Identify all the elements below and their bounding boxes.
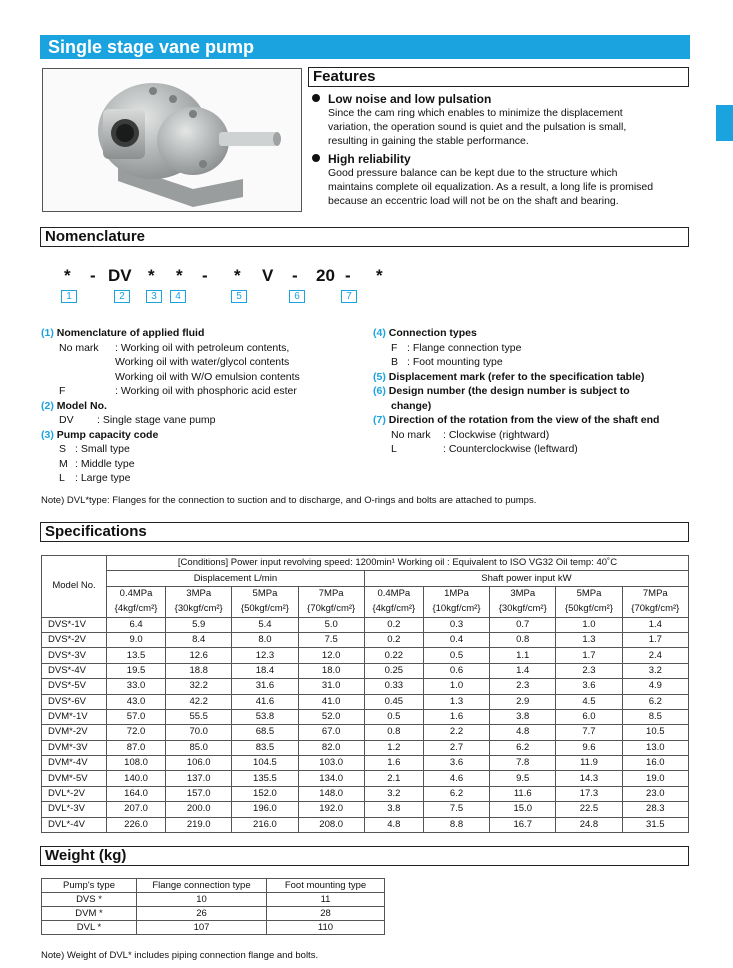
value-cell: 216.0 (232, 817, 298, 832)
pressure-header: 3MPa (490, 586, 556, 601)
value-cell: 31.6 (232, 679, 298, 694)
bullet-icon (312, 154, 320, 162)
model-cell: DVL*-4V (42, 817, 107, 832)
value-cell: 104.5 (232, 756, 298, 771)
nomenclature-box-6: 6 (289, 290, 305, 303)
value-cell: 4.6 (423, 771, 489, 786)
nomenclature-code-0: * (64, 266, 71, 285)
value-cell: 42.2 (166, 694, 232, 709)
value-cell: 137.0 (166, 771, 232, 786)
value-cell: 4.8 (490, 725, 556, 740)
value-cell: 157.0 (166, 786, 232, 801)
value-cell: 83.5 (232, 740, 298, 755)
value-cell: 9.6 (556, 740, 622, 755)
value-cell: 6.4 (107, 617, 166, 632)
model-cell: DVS*-3V (42, 648, 107, 663)
value-cell: 0.8 (490, 632, 556, 647)
value-cell: 41.0 (298, 694, 364, 709)
value-cell: 53.8 (232, 709, 298, 724)
model-cell: DVL*-3V (42, 802, 107, 817)
value-cell: 67.0 (298, 725, 364, 740)
value-cell: 2.7 (423, 740, 489, 755)
spec-row (42, 694, 689, 709)
value-cell: 207.0 (107, 802, 166, 817)
value-cell: 5.4 (232, 617, 298, 632)
value-cell: 0.33 (364, 679, 423, 694)
nomenclature-code-5: - (202, 266, 208, 285)
pressure-unit-header: {4kgf/cm²} (364, 602, 423, 617)
value-cell: 1.2 (364, 740, 423, 755)
value-cell: 7.5 (298, 632, 364, 647)
value-cell: 135.5 (232, 771, 298, 786)
value-cell: 82.0 (298, 740, 364, 755)
value-cell: 2.2 (423, 725, 489, 740)
weight-row (42, 893, 385, 907)
value-cell: 9.0 (107, 632, 166, 647)
value-cell: 14.3 (556, 771, 622, 786)
pump-type-cell: DVS * (42, 893, 137, 907)
value-cell: 12.3 (232, 648, 298, 663)
feature-item (312, 152, 692, 208)
nomenclature-code-2: DV (108, 266, 132, 285)
spec-row (42, 740, 689, 755)
value-cell: 2.3 (490, 679, 556, 694)
value-cell: 0.7 (490, 617, 556, 632)
value-cell: 55.5 (166, 709, 232, 724)
value-cell: 85.0 (166, 740, 232, 755)
spec-row (42, 632, 689, 647)
weight-row (42, 907, 385, 921)
value-cell: 1.0 (423, 679, 489, 694)
pressure-unit-header: {50kgf/cm²} (556, 602, 622, 617)
value-cell: 15.0 (490, 802, 556, 817)
value-cell: 23.0 (622, 786, 688, 801)
vane-pump-illustration (43, 69, 301, 211)
value-cell: 148.0 (298, 786, 364, 801)
nomenclature-box-3: 3 (146, 290, 162, 303)
weight-cell: 28 (267, 907, 385, 921)
pressure-header: 0.4MPa (364, 586, 423, 601)
value-cell: 17.3 (556, 786, 622, 801)
value-cell: 16.0 (622, 756, 688, 771)
value-cell: 13.5 (107, 648, 166, 663)
value-cell: 31.5 (622, 817, 688, 832)
value-cell: 4.8 (364, 817, 423, 832)
spec-row (42, 663, 689, 678)
specifications-table (41, 555, 689, 833)
value-cell: 2.3 (556, 663, 622, 678)
model-cell: DVS*-1V (42, 617, 107, 632)
feature-title: Low noise and low pulsation (328, 92, 492, 106)
nomenclature-code-6: * (234, 266, 241, 285)
spec-row (42, 709, 689, 724)
value-cell: 8.4 (166, 632, 232, 647)
nomenclature-code-10: - (345, 266, 351, 285)
model-cell: DVM*-5V (42, 771, 107, 786)
value-cell: 3.2 (364, 786, 423, 801)
weight-heading: Weight (kg) (40, 846, 689, 866)
value-cell: 3.8 (490, 709, 556, 724)
value-cell: 0.6 (423, 663, 489, 678)
model-cell: DVM*-4V (42, 756, 107, 771)
pressure-header: 7MPa (622, 586, 688, 601)
pressure-unit-header: {10kgf/cm²} (423, 602, 489, 617)
model-header: Model No. (42, 556, 107, 618)
nomenclature-code-7: V (262, 266, 274, 285)
nomenclature-code-1: - (90, 266, 96, 285)
value-cell: 8.8 (423, 817, 489, 832)
value-cell: 1.6 (364, 756, 423, 771)
pump-type-cell: DVM * (42, 907, 137, 921)
displacement-header: Displacement L/min (107, 571, 365, 586)
nomenclature-note: Note) DVL*type: Flanges for the connection to suction and to discharge, and O-rings and bolts are attached to pumps. (41, 495, 537, 506)
value-cell: 52.0 (298, 709, 364, 724)
nomenclature-code-3: * (148, 266, 155, 285)
value-cell: 1.4 (490, 663, 556, 678)
value-cell: 7.7 (556, 725, 622, 740)
value-cell: 1.4 (622, 617, 688, 632)
value-cell: 8.0 (232, 632, 298, 647)
value-cell: 0.8 (364, 725, 423, 740)
value-cell: 5.0 (298, 617, 364, 632)
value-cell: 0.5 (364, 709, 423, 724)
value-cell: 18.4 (232, 663, 298, 678)
weight-col-header: Foot mounting type (267, 879, 385, 893)
spec-row (42, 648, 689, 663)
model-cell: DVS*-2V (42, 632, 107, 647)
value-cell: 6.2 (423, 786, 489, 801)
value-cell: 106.0 (166, 756, 232, 771)
nomenclature-left-list: (1) Nomenclature of applied fluid No mark : Working oil with petroleum contents, Working oil with water/glycol contents Working oil with W/O emulsion contents F : Working oil with phosphoric acid ester (2) Model No. DV : Single stage vane pump (3) Pump capacity code S : Small type M : Middle type L : Large type (41, 327, 300, 484)
spec-row (42, 725, 689, 740)
value-cell: 19.0 (622, 771, 688, 786)
pressure-header: 7MPa (298, 586, 364, 601)
pressure-header: 0.4MPa (107, 586, 166, 601)
value-cell: 0.2 (364, 632, 423, 647)
value-cell: 33.0 (107, 679, 166, 694)
weight-cell: 10 (137, 893, 267, 907)
pressure-unit-header: {50kgf/cm²} (232, 602, 298, 617)
value-cell: 4.9 (622, 679, 688, 694)
spec-row (42, 617, 689, 632)
nomenclature-heading: Nomenclature (40, 227, 689, 247)
value-cell: 0.2 (364, 617, 423, 632)
features-list (312, 92, 692, 208)
value-cell: 164.0 (107, 786, 166, 801)
value-cell: 3.8 (364, 802, 423, 817)
power-header: Shaft power input kW (364, 571, 688, 586)
value-cell: 0.3 (423, 617, 489, 632)
value-cell: 7.8 (490, 756, 556, 771)
spec-row (42, 756, 689, 771)
value-cell: 152.0 (232, 786, 298, 801)
value-cell: 87.0 (107, 740, 166, 755)
value-cell: 3.2 (622, 663, 688, 678)
value-cell: 2.4 (622, 648, 688, 663)
value-cell: 43.0 (107, 694, 166, 709)
value-cell: 7.5 (423, 802, 489, 817)
value-cell: 0.4 (423, 632, 489, 647)
value-cell: 0.5 (423, 648, 489, 663)
conditions-row: [Conditions] Power input revolving speed: 1200min¹ Working oil : Equivalent to ISO VG32 Oil temp: 40˚C (107, 556, 689, 571)
spec-row (42, 771, 689, 786)
features-heading: Features (308, 67, 689, 87)
model-cell: DVS*-4V (42, 663, 107, 678)
value-cell: 70.0 (166, 725, 232, 740)
value-cell: 108.0 (107, 756, 166, 771)
value-cell: 1.7 (556, 648, 622, 663)
specifications-heading: Specifications (40, 522, 689, 542)
value-cell: 18.0 (298, 663, 364, 678)
value-cell: 1.6 (423, 709, 489, 724)
pressure-unit-header: {70kgf/cm²} (298, 602, 364, 617)
weight-cell: 110 (267, 921, 385, 935)
model-cell: DVM*-2V (42, 725, 107, 740)
value-cell: 19.5 (107, 663, 166, 678)
value-cell: 200.0 (166, 802, 232, 817)
spec-row (42, 802, 689, 817)
value-cell: 11.6 (490, 786, 556, 801)
value-cell: 0.22 (364, 648, 423, 663)
model-cell: DVL*-2V (42, 786, 107, 801)
value-cell: 134.0 (298, 771, 364, 786)
value-cell: 28.3 (622, 802, 688, 817)
nomenclature-box-7: 7 (341, 290, 357, 303)
nomenclature-right-list: (4) Connection types F : Flange connection type B : Foot mounting type (5) Displacement mark (refer to the specification table) (6) Design number (the design number is subject to change) (7) Direction of the rotation from the view of the shaft end No mark : Clockwise (rightward) L : Counterclockwise (leftward) (373, 327, 660, 455)
pressure-unit-header: {70kgf/cm²} (622, 602, 688, 617)
value-cell: 2.9 (490, 694, 556, 709)
nomenclature-box-1: 1 (61, 290, 77, 303)
value-cell: 1.0 (556, 617, 622, 632)
value-cell: 219.0 (166, 817, 232, 832)
value-cell: 12.6 (166, 648, 232, 663)
spec-row (42, 786, 689, 801)
pressure-unit-header: {30kgf/cm²} (490, 602, 556, 617)
model-cell: DVS*-5V (42, 679, 107, 694)
weight-cell: 107 (137, 921, 267, 935)
weight-col-header: Flange connection type (137, 879, 267, 893)
value-cell: 226.0 (107, 817, 166, 832)
value-cell: 11.9 (556, 756, 622, 771)
value-cell: 32.2 (166, 679, 232, 694)
value-cell: 9.5 (490, 771, 556, 786)
spec-row (42, 817, 689, 832)
model-cell: DVM*-1V (42, 709, 107, 724)
feature-item (312, 92, 692, 148)
spec-row (42, 679, 689, 694)
value-cell: 2.1 (364, 771, 423, 786)
weight-row (42, 921, 385, 935)
weight-note: Note) Weight of DVL* includes piping connection flange and bolts. (41, 950, 319, 961)
side-index-tab (716, 105, 733, 141)
value-cell: 72.0 (107, 725, 166, 740)
pressure-header: 5MPa (556, 586, 622, 601)
value-cell: 18.8 (166, 663, 232, 678)
pump-photo (42, 68, 302, 212)
weight-table (41, 878, 385, 935)
weight-col-header: Pump's type (42, 879, 137, 893)
nomenclature-code-4: * (176, 266, 183, 285)
value-cell: 22.5 (556, 802, 622, 817)
value-cell: 1.3 (423, 694, 489, 709)
value-cell: 1.7 (622, 632, 688, 647)
pressure-header: 3MPa (166, 586, 232, 601)
value-cell: 57.0 (107, 709, 166, 724)
weight-cell: 26 (137, 907, 267, 921)
nomenclature-box-4: 4 (170, 290, 186, 303)
value-cell: 24.8 (556, 817, 622, 832)
weight-cell: 11 (267, 893, 385, 907)
feature-title: High reliability (328, 152, 411, 166)
pressure-unit-header: {30kgf/cm²} (166, 602, 232, 617)
value-cell: 6.0 (556, 709, 622, 724)
pressure-header: 5MPa (232, 586, 298, 601)
value-cell: 4.5 (556, 694, 622, 709)
value-cell: 41.6 (232, 694, 298, 709)
nomenclature-code-11: * (376, 266, 383, 285)
value-cell: 196.0 (232, 802, 298, 817)
value-cell: 103.0 (298, 756, 364, 771)
value-cell: 0.45 (364, 694, 423, 709)
pressure-unit-header: {4kgf/cm²} (107, 602, 166, 617)
nomenclature-box-5: 5 (231, 290, 247, 303)
value-cell: 3.6 (423, 756, 489, 771)
value-cell: 13.0 (622, 740, 688, 755)
bullet-icon (312, 94, 320, 102)
value-cell: 12.0 (298, 648, 364, 663)
feature-text: Since the cam ring which enables to minimize the displacement variation, the operation sound is quiet and the pulsation is small, resulting in gaining the stable performance. (328, 107, 627, 147)
value-cell: 3.6 (556, 679, 622, 694)
value-cell: 192.0 (298, 802, 364, 817)
value-cell: 1.1 (490, 648, 556, 663)
value-cell: 0.25 (364, 663, 423, 678)
value-cell: 5.9 (166, 617, 232, 632)
model-cell: DVS*-6V (42, 694, 107, 709)
value-cell: 6.2 (622, 694, 688, 709)
value-cell: 10.5 (622, 725, 688, 740)
value-cell: 8.5 (622, 709, 688, 724)
value-cell: 1.3 (556, 632, 622, 647)
value-cell: 140.0 (107, 771, 166, 786)
nomenclature-code-8: - (292, 266, 298, 285)
pump-type-cell: DVL * (42, 921, 137, 935)
model-cell: DVM*-3V (42, 740, 107, 755)
nomenclature-code-9: 20 (316, 266, 335, 285)
feature-text: Good pressure balance can be kept due to the structure which maintains complete oil equalization. As a result, a long life is promised because an eccentric load will not be on the shaft and bearing. (328, 167, 654, 207)
value-cell: 31.0 (298, 679, 364, 694)
value-cell: 16.7 (490, 817, 556, 832)
value-cell: 6.2 (490, 740, 556, 755)
page-title: Single stage vane pump (40, 35, 690, 59)
pressure-header: 1MPa (423, 586, 489, 601)
nomenclature-box-2: 2 (114, 290, 130, 303)
value-cell: 68.5 (232, 725, 298, 740)
value-cell: 208.0 (298, 817, 364, 832)
